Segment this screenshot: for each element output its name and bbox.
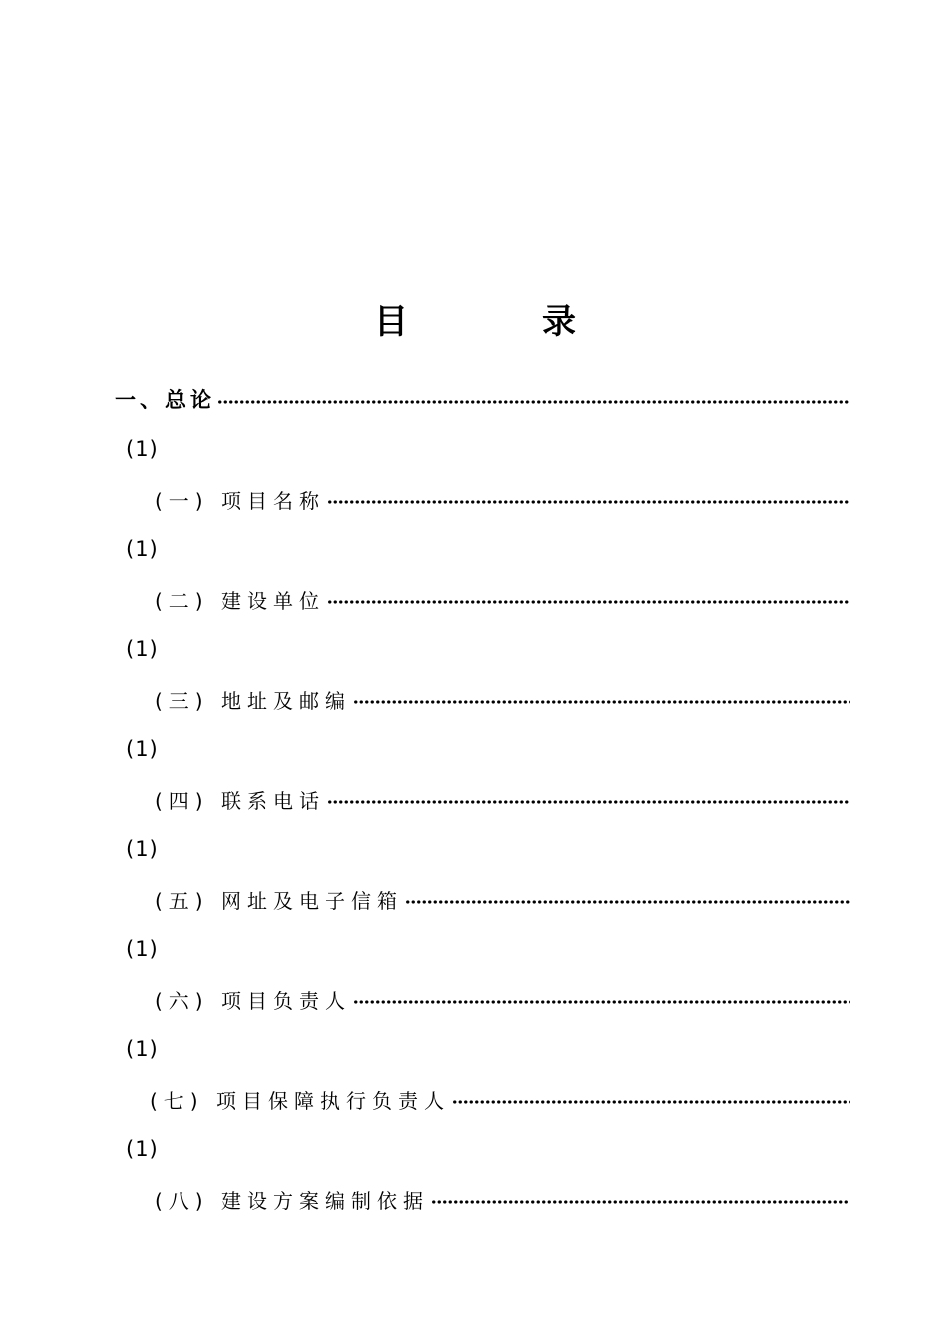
toc-entry-main bbox=[155, 774, 850, 824]
toc-page-line bbox=[0, 1024, 950, 1074]
toc-entry-text: (四) 联系电话 bbox=[155, 788, 325, 813]
toc-entry-main bbox=[155, 1174, 850, 1224]
toc-entry-text: (六) 项目负责人 bbox=[155, 988, 351, 1013]
toc-entry-main bbox=[155, 974, 850, 1024]
toc-entry bbox=[0, 474, 950, 524]
toc-entry bbox=[0, 574, 950, 624]
toc-page-line bbox=[0, 424, 950, 474]
toc-page-line bbox=[0, 824, 950, 874]
toc-entry-main bbox=[155, 574, 850, 624]
toc-page-line bbox=[0, 524, 950, 574]
toc-page-number: (1) bbox=[126, 837, 159, 861]
toc-entry bbox=[0, 974, 950, 1024]
dot-leader bbox=[327, 499, 850, 505]
toc-page-number: (1) bbox=[126, 737, 159, 761]
toc-entry-text: (五) 网址及电子信箱 bbox=[155, 888, 403, 913]
toc-entry-text: (一) 项目名称 bbox=[155, 488, 325, 513]
toc-entry-main bbox=[150, 1074, 850, 1124]
dot-leader bbox=[405, 899, 850, 905]
dot-leader bbox=[353, 999, 850, 1005]
toc-entry-text: (七) 项目保障执行负责人 bbox=[150, 1088, 450, 1113]
dot-leader bbox=[217, 399, 850, 405]
toc-title: 目 录 bbox=[374, 302, 626, 342]
toc-page-line bbox=[0, 624, 950, 674]
dot-leader bbox=[452, 1099, 850, 1105]
dot-leader bbox=[353, 699, 850, 705]
toc-page-line bbox=[0, 1124, 950, 1174]
dot-leader bbox=[327, 799, 850, 805]
toc-entry bbox=[0, 774, 950, 824]
toc-entry-main bbox=[155, 474, 850, 524]
dot-leader bbox=[327, 599, 850, 605]
toc-entry-text: (三) 地址及邮编 bbox=[155, 688, 351, 713]
toc-page-line bbox=[0, 924, 950, 974]
dot-leader bbox=[431, 1199, 850, 1205]
toc-page-line bbox=[0, 724, 950, 774]
toc-entry bbox=[0, 874, 950, 924]
toc-page-number: (1) bbox=[126, 637, 159, 661]
toc-entry-text: (八) 建设方案编制依据 bbox=[155, 1188, 429, 1213]
toc-page-number: (1) bbox=[126, 437, 159, 461]
toc-page-number: (1) bbox=[126, 937, 159, 961]
toc-entry bbox=[0, 674, 950, 724]
toc-entry bbox=[0, 1174, 950, 1224]
toc-list bbox=[0, 374, 950, 1224]
toc-entry-text: 一、总论 bbox=[115, 388, 215, 412]
toc-entry bbox=[0, 1074, 950, 1124]
toc-entry-main bbox=[115, 374, 850, 424]
toc-entry-main bbox=[155, 874, 850, 924]
toc-entry bbox=[0, 374, 950, 424]
toc-page-number: (1) bbox=[126, 1037, 159, 1061]
toc-entry-text: (二) 建设单位 bbox=[155, 588, 325, 613]
toc-page-number: (1) bbox=[126, 1137, 159, 1161]
toc-page-number: (1) bbox=[126, 537, 159, 561]
toc-entry-main bbox=[155, 674, 850, 724]
